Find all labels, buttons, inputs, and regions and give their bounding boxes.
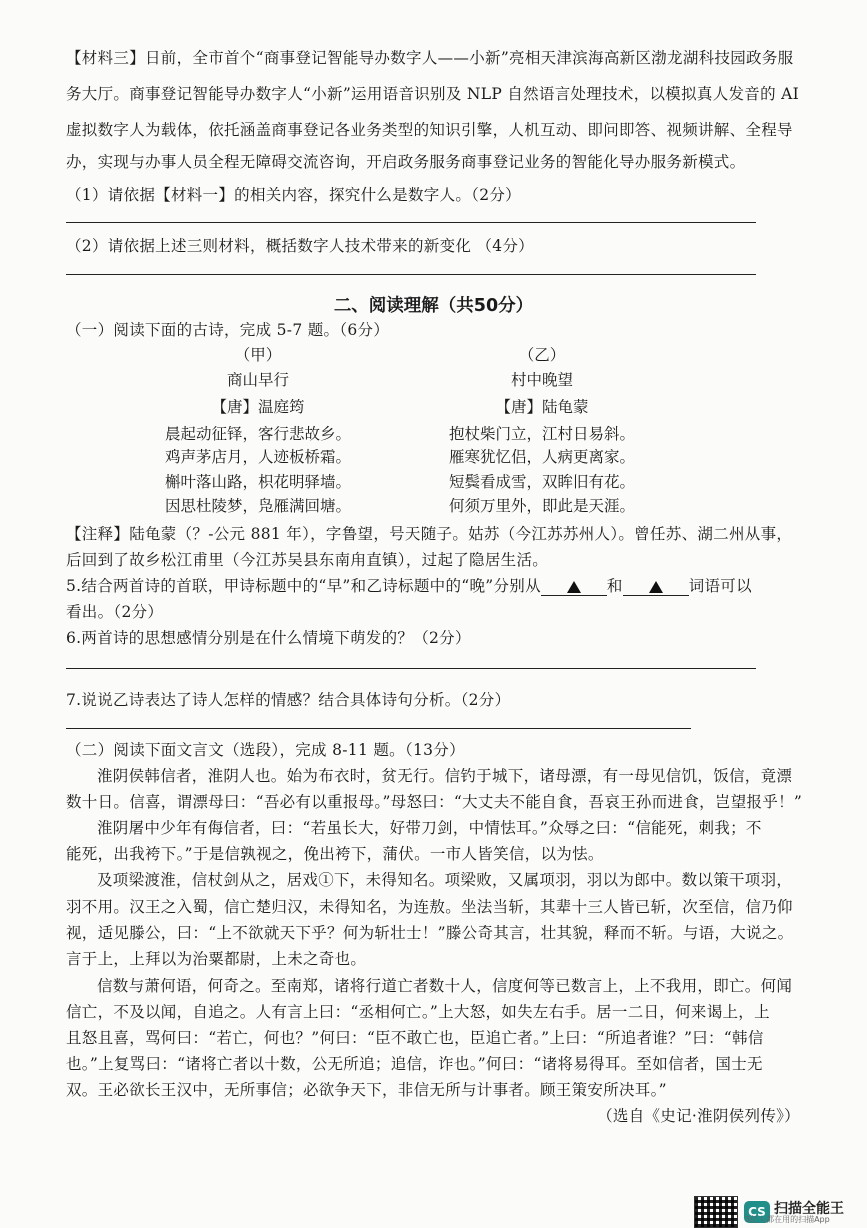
passage-line: 且怒且喜，骂何曰：“若亡，何也？”何曰：“臣不敢亡也，臣追亡者。”上曰：“所追者谁？”曰：“韩信 — [66, 1029, 764, 1047]
answer-line-q1[interactable] — [66, 222, 756, 223]
app-name: 扫描全能王 — [774, 1201, 844, 1217]
part1-intro: （一）阅读下面的古诗，完成 5-7 题。（6分） — [66, 321, 390, 339]
app-tagline: 3亿人都在用的扫描App — [745, 1215, 830, 1224]
poem-a-line: 因思杜陵梦，凫雁满回塘。 — [164, 497, 351, 515]
passage-line: 双。王必欲长王汉中，无所事信；必欲争天下，非信无所与计事者。顾王策安所决耳。” — [66, 1081, 667, 1099]
triangle-icon — [567, 581, 581, 593]
q5-text-2: 词语可以 — [688, 577, 752, 595]
material3-line3: 虚拟数字人为载体，依托涵盖商事登记各业务类型的知识引擎，人机互动、即问即答、视频讲解、全程导 — [66, 121, 793, 139]
question-1: （1）请依据【材料一】的相关内容，探究什么是数字人。（2分） — [66, 186, 521, 204]
passage-line: 淮阴侯韩信者，淮阴人也。始为布衣时，贫无行。信钓于城下，诸母漂，有一母见信饥，饭信，竟漂 — [97, 767, 793, 785]
note-line-2: 后回到了故乡松江甫里（今江苏吴县东南甪直镇），过起了隐居生活。 — [66, 551, 549, 569]
poem-b-line: 抱杖柴门立，江村日易斜。 — [448, 425, 635, 443]
q5-and: 和 — [606, 577, 623, 595]
poem-a-author: 【唐】温庭筠 — [211, 398, 305, 416]
passage-line: 淮阴屠中少年有侮信者，曰：“若虽长大，好带刀剑，中情怯耳。”众辱之曰：“信能死，刺我；不 — [97, 819, 762, 837]
passage-line: 信数与萧何语，何奇之。至南郑，诸将行道亡者数十人，信度何等已数言上，上不我用，即亡。何闻 — [97, 977, 793, 995]
material3-line2: 务大厅。商事登记智能导办数字人“小新”运用语音识别及 NLP 自然语言处理技术，以模拟真人发音的 AI — [66, 85, 800, 103]
section-title: 二、阅读理解（共50分） — [333, 296, 534, 316]
q5-blank-1[interactable] — [541, 577, 607, 596]
poem-b-author: 【唐】陆龟蒙 — [495, 398, 589, 416]
poem-b-mark: （乙） — [518, 346, 566, 364]
poem-a-line: 晨起动征铎，客行悲故乡。 — [164, 425, 351, 443]
note-line-1: 【注释】陆龟蒙（？-公元 881 年），字鲁望，号天随子。姑苏（今江苏苏州人）。曾任苏、湖二州从事， — [66, 525, 793, 543]
poem-b-title: 村中晚望 — [510, 371, 573, 389]
passage-source: （选自《史记·淮阴侯列传》） — [597, 1107, 800, 1125]
question-2: （2）请依据上述三则材料，概括数字人技术带来的新变化 （4分） — [66, 237, 534, 255]
passage-line: 信亡，不及以闻，自追之。人有言上曰：“丞相何亡。”上大怒，如失左右手。居一二日，何来谒上，上 — [66, 1003, 770, 1021]
q5-blank-2[interactable] — [623, 577, 689, 596]
question-5-cont: 看出。（2分） — [66, 603, 164, 621]
passage-line: 言于上，上拜以为治粟都尉，上未之奇也。 — [66, 950, 367, 968]
material3-line1: 【材料三】日前，全市首个“商事登记智能导办数字人——小新”亮相天津滨海高新区渤龙湖科技园政务服 — [66, 49, 794, 67]
passage-line: 及项梁渡淮，信杖剑从之，居戏①下，未得知名。项梁败，又属项羽，羽以为郎中。数以策干项羽， — [97, 871, 793, 889]
answer-line-q6[interactable] — [66, 668, 756, 669]
poem-a-line: 鸡声茅店月，人迹板桥霜。 — [164, 448, 351, 466]
passage-line: 羽不用。汉王之入蜀，信亡楚归汉，未得知名，为连敖。坐法当斩，其辈十三人皆已斩，次至信，信乃仰 — [66, 898, 793, 916]
triangle-icon — [649, 581, 663, 593]
material3-line4: 办，实现与办事人员全程无障碍交流咨询，开启政务服务商事登记业务的智能化导办服务新模式。 — [66, 153, 746, 171]
poem-a-title: 商山早行 — [226, 371, 289, 389]
passage-line: 也。”上复骂曰：“诸将亡者以十数，公无所追；追信，诈也。”何曰：“诸将易得耳。至如信者，国士无 — [66, 1055, 763, 1073]
answer-line-q2[interactable] — [66, 274, 756, 275]
question-7: 7.说说乙诗表达了诗人怎样的情感？结合具体诗句分析。（2分） — [66, 691, 511, 709]
passage-line: 数十日。信喜，谓漂母曰：“吾必有以重报母。”母怒曰：“大丈夫不能自食，吾哀王孙而进食，岂望报乎！” — [66, 793, 803, 811]
question-5 — [66, 576, 806, 596]
poem-b-line: 雁寒犹忆侣，人病更离家。 — [448, 448, 635, 466]
poem-b-line: 短鬓看成雪，双眸旧有花。 — [448, 473, 635, 491]
poem-a-line: 槲叶落山路，枳花明驿墙。 — [164, 473, 351, 491]
passage-line: 视，适见滕公，曰：“上不欲就天下乎？何为斩壮士！”滕公奇其言，壮其貌，释而不斩。与语，大说之。 — [66, 924, 794, 942]
poem-a-mark: （甲） — [234, 346, 282, 364]
q5-text-1: 5.结合两首诗的首联，甲诗标题中的“早”和乙诗标题中的“晚”分别从 — [66, 577, 541, 595]
part2-intro: （二）阅读下面文言文（选段），完成 8-11 题。（13分） — [66, 741, 465, 759]
answer-line-q7[interactable] — [66, 728, 691, 729]
qr-code-icon — [694, 1196, 738, 1228]
poem-b-line: 何须万里外，即此是天涯。 — [448, 497, 635, 515]
camscanner-logo: CS — [744, 1201, 770, 1223]
question-6: 6.两首诗的思想感情分别是在什么情境下萌发的？（2分） — [66, 629, 471, 647]
passage-line: 能死，出我袴下。”于是信孰视之，俛出袴下，蒲伏。一市人皆笑信，以为怯。 — [66, 845, 604, 863]
